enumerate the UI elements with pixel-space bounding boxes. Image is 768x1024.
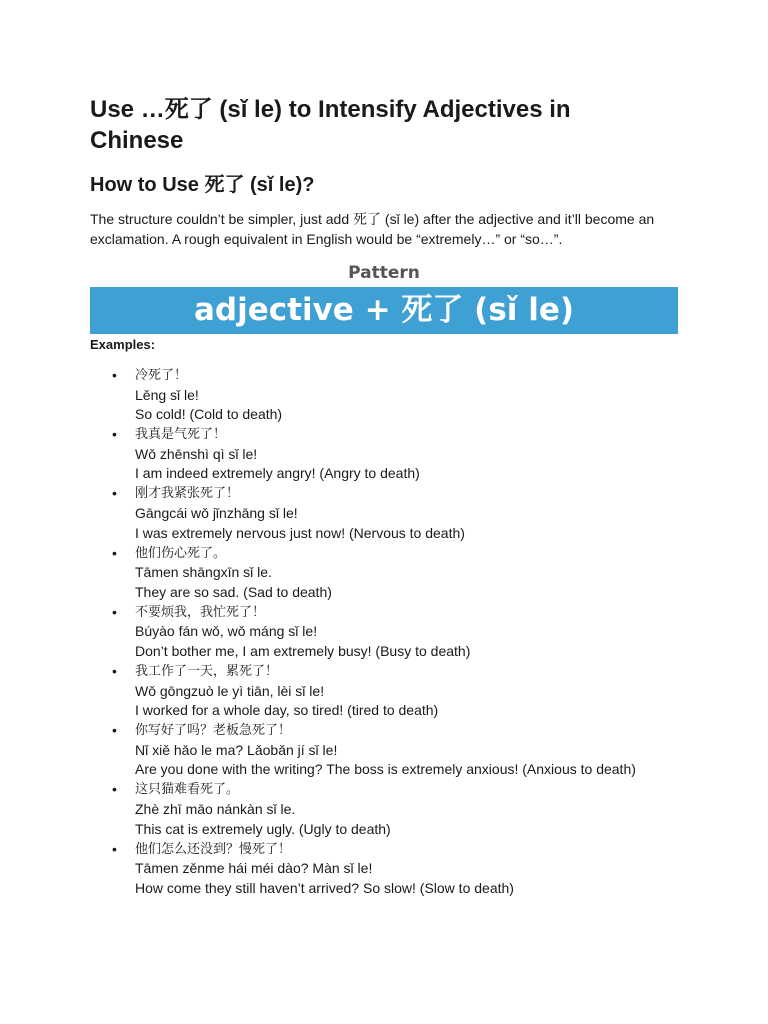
example-english: I was extremely nervous just now! (Nervous to death) [135,524,465,541]
example-item [90,840,636,899]
example-hanzi: 你写好了吗？老板急死了！ [135,723,292,739]
example-hanzi: 冷死了！ [135,368,188,383]
example-item [90,662,636,721]
bullet-icon: • [112,840,117,857]
example-pinyin: Tāmen shāngxīn sǐ le. [135,564,272,581]
pattern-label: Pattern [348,263,420,283]
bullet-icon: • [112,485,117,502]
page-title: Use …死了 (sǐ le) to Intensify Adjectives in Chinese [90,96,571,154]
bullet-icon: • [112,662,117,679]
bullet-icon: • [112,781,117,798]
example-pinyin: Búyào fán wǒ, wǒ máng sǐ le! [135,623,318,640]
example-pinyin: Gāngcái wǒ jǐnzhāng sǐ le! [135,504,298,521]
example-pinyin: Wǒ zhēnshì qì sǐ le! [135,445,258,462]
example-english: They are so sad. (Sad to death) [135,583,332,600]
example-hanzi: 他们怎么还没到？慢死了！ [135,841,292,857]
example-item [90,366,636,425]
example-pinyin: Lěng sǐ le! [135,386,199,403]
example-english: Don’t bother me, I am extremely busy! (Busy to death) [135,642,471,659]
example-pinyin: Tāmen zěnme hái méi dào? Màn sǐ le! [135,860,373,877]
example-item [90,544,636,603]
bullet-icon: • [112,722,117,739]
example-english: This cat is extremely ugly. (Ugly to death) [135,820,391,837]
example-hanzi: 这只猫难看死了。 [135,782,240,798]
examples-label: Examples: [90,337,156,352]
example-hanzi: 不要烦我，我忙死了！ [135,604,266,620]
example-item [90,425,636,484]
example-hanzi: 他们伤心死了。 [135,545,227,561]
example-item [90,780,636,839]
bullet-icon: • [112,544,117,561]
example-hanzi: 我真是气死了！ [135,427,227,443]
bullet-icon: • [112,426,117,443]
intro-paragraph: The structure couldn’t be simpler, just add 死了 (sǐ le) after the adjective and it’ll become an exclamation. A rough equivalent in English would be “extremely…” or “so…”. [90,211,655,247]
example-pinyin: Nǐ xiě hǎo le ma? Lǎobǎn jí sǐ le! [135,741,338,758]
example-english: Are you done with the writing? The boss is extremely anxious! (Anxious to death) [135,761,636,778]
bullet-icon: • [112,603,117,620]
section-heading: How to Use 死了 (sǐ le)? [90,174,315,196]
example-pinyin: Wǒ gōngzuò le yì tiān, lèi sǐ le! [135,682,325,699]
example-hanzi: 我工作了一天，累死了！ [135,663,279,679]
example-english: I worked for a whole day, so tired! (tired to death) [135,702,439,719]
example-pinyin: Zhè zhī māo nánkàn sǐ le. [135,800,296,817]
example-item [90,603,636,662]
example-hanzi: 刚才我紧张死了！ [135,486,240,502]
example-english: How come they still haven’t arrived? So slow! (Slow to death) [135,879,514,896]
bullet-icon: • [112,367,117,383]
example-item [90,721,636,780]
examples-list [90,366,636,899]
example-english: So cold! (Cold to death) [135,406,283,423]
example-english: I am indeed extremely angry! (Angry to death) [135,465,420,482]
pattern-banner: adjective + 死了 (sǐ le) [90,287,678,334]
example-item [90,484,636,543]
